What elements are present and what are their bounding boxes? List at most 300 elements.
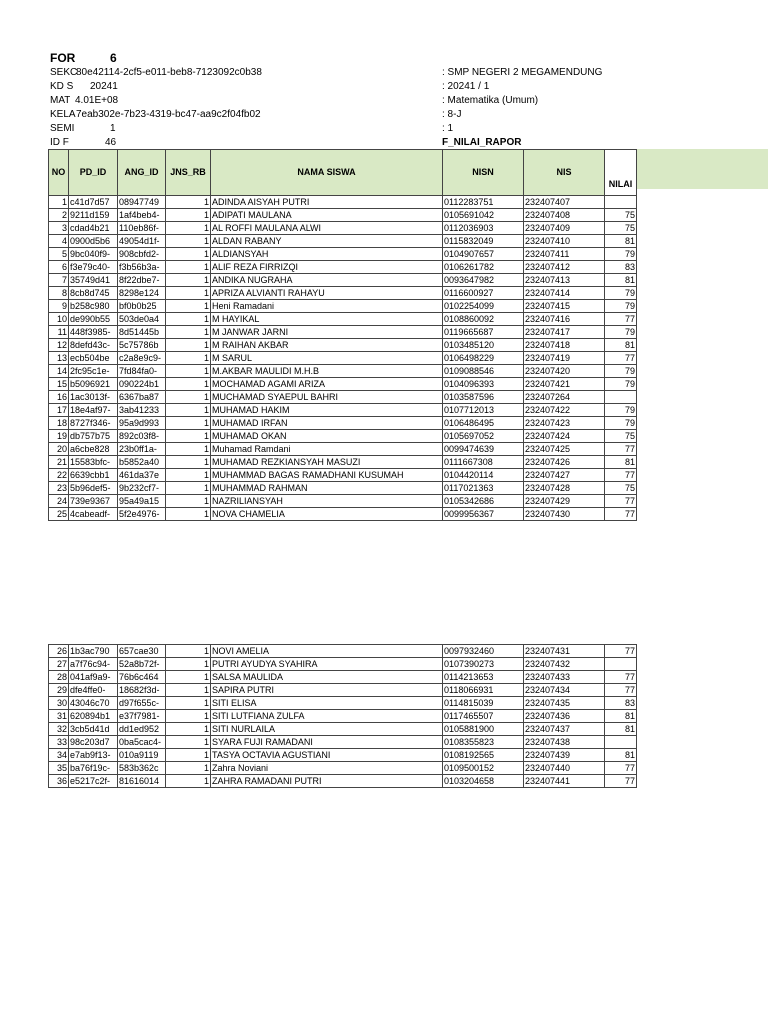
cell-no: 9 <box>49 300 69 313</box>
cell-no: 5 <box>49 248 69 261</box>
form-title-value: 6 <box>110 51 117 65</box>
cell-no: 21 <box>49 456 69 469</box>
cell-nilai: 75 <box>605 482 637 495</box>
table-row <box>49 482 637 495</box>
cell-pd-id: ecb504be <box>69 352 118 365</box>
table-row <box>49 196 637 209</box>
cell-nama: MOCHAMAD AGAMI ARIZA <box>211 378 443 391</box>
table-row <box>49 495 637 508</box>
cell-nama: MUHAMAD REZKIANSYAH MASUZI <box>211 456 443 469</box>
cell-no: 34 <box>49 749 69 762</box>
cell-nilai: 77 <box>605 762 637 775</box>
cell-nisn: 0111667308 <box>443 456 524 469</box>
cell-nisn: 0102254099 <box>443 300 524 313</box>
cell-nilai: 83 <box>605 697 637 710</box>
table-row <box>49 209 637 222</box>
cell-ang-id: 657cae30 <box>118 645 166 658</box>
cell-nisn: 0109088546 <box>443 365 524 378</box>
cell-nama: M SARUL <box>211 352 443 365</box>
table-row <box>49 391 637 404</box>
cell-nis: 232407407 <box>524 196 605 209</box>
cell-nilai <box>605 196 637 209</box>
cell-no: 12 <box>49 339 69 352</box>
cell-nis: 232407441 <box>524 775 605 788</box>
cell-jns-rb: 1 <box>166 209 211 222</box>
cell-nis: 232407438 <box>524 736 605 749</box>
meta-key: KELA <box>50 109 76 120</box>
cell-no: 20 <box>49 443 69 456</box>
form-title-key: FOR <box>50 51 76 65</box>
cell-no: 23 <box>49 482 69 495</box>
cell-nama: Muhamad Ramdani <box>211 443 443 456</box>
cell-jns-rb: 1 <box>166 456 211 469</box>
cell-nilai: 81 <box>605 456 637 469</box>
cell-jns-rb: 1 <box>166 326 211 339</box>
cell-no: 1 <box>49 196 69 209</box>
cell-ang-id: d97f655c- <box>118 697 166 710</box>
cell-jns-rb: 1 <box>166 391 211 404</box>
meta-rows <box>50 66 768 150</box>
cell-nisn: 0108192565 <box>443 749 524 762</box>
cell-nama: TASYA OCTAVIA AGUSTIANI <box>211 749 443 762</box>
cell-nis: 232407433 <box>524 671 605 684</box>
cell-ang-id: 49054d1f- <box>118 235 166 248</box>
cell-nama: ANDIKA NUGRAHA <box>211 274 443 287</box>
cell-nisn: 0093647982 <box>443 274 524 287</box>
col-no-header: NO <box>49 150 69 196</box>
cell-pd-id: 9211d159 <box>69 209 118 222</box>
table-row <box>49 671 637 684</box>
cell-ang-id: 1af4beb4- <box>118 209 166 222</box>
cell-nama: Zahra Noviani <box>211 762 443 775</box>
table-row <box>49 469 637 482</box>
table-row <box>49 736 637 749</box>
cell-nilai <box>605 736 637 749</box>
cell-pd-id: 1b3ac790 <box>69 645 118 658</box>
cell-nisn: 0105342686 <box>443 495 524 508</box>
cell-nis: 232407424 <box>524 430 605 443</box>
cell-nis: 232407430 <box>524 508 605 521</box>
meta-row <box>50 66 768 80</box>
cell-nama: M RAIHAN AKBAR <box>211 339 443 352</box>
meta-row <box>50 80 768 94</box>
cell-nis: 232407422 <box>524 404 605 417</box>
cell-ang-id: 18682f3d- <box>118 684 166 697</box>
cell-pd-id: 15583bfc- <box>69 456 118 469</box>
cell-pd-id: de990b55 <box>69 313 118 326</box>
meta-value: 4.01E+08 <box>75 95 119 106</box>
cell-jns-rb: 1 <box>166 430 211 443</box>
cell-nis: 232407414 <box>524 287 605 300</box>
cell-nilai: 83 <box>605 261 637 274</box>
cell-ang-id: c2a8e9c9- <box>118 352 166 365</box>
cell-ang-id: 110eb86f- <box>118 222 166 235</box>
cell-nis: 232407411 <box>524 248 605 261</box>
cell-jns-rb: 1 <box>166 261 211 274</box>
cell-nis: 232407408 <box>524 209 605 222</box>
cell-nis: 232407419 <box>524 352 605 365</box>
cell-jns-rb: 1 <box>166 339 211 352</box>
cell-nis: 232407410 <box>524 235 605 248</box>
meta-key: MAT <box>50 95 71 106</box>
cell-no: 27 <box>49 658 69 671</box>
cell-no: 36 <box>49 775 69 788</box>
cell-ang-id: 23b0ff1a- <box>118 443 166 456</box>
cell-nisn: 0118066931 <box>443 684 524 697</box>
cell-nama: Heni Ramadani <box>211 300 443 313</box>
cell-ang-id: 5c75786b <box>118 339 166 352</box>
meta-row <box>50 108 768 122</box>
cell-nilai: 77 <box>605 443 637 456</box>
cell-nama: M.AKBAR MAULIDI M.H.B <box>211 365 443 378</box>
col-jns-rb-header: JNS_RB <box>166 150 211 196</box>
cell-nisn: 0112283751 <box>443 196 524 209</box>
col-nilai-header: NILAI <box>605 150 637 196</box>
cell-pd-id: 5b96def5- <box>69 482 118 495</box>
cell-nilai: 81 <box>605 339 637 352</box>
cell-ang-id: 583b362c <box>118 762 166 775</box>
form-title-row <box>50 50 768 66</box>
cell-pd-id: c41d7d57 <box>69 196 118 209</box>
cell-nama: APRIZA ALVIANTI RAHAYU <box>211 287 443 300</box>
cell-nilai: 81 <box>605 749 637 762</box>
col-pd-id-header: PD_ID <box>69 150 118 196</box>
cell-nama: SALSA MAULIDA <box>211 671 443 684</box>
cell-nis: 232407436 <box>524 710 605 723</box>
cell-nisn: 0103587596 <box>443 391 524 404</box>
cell-nis: 232407423 <box>524 417 605 430</box>
meta-row <box>50 94 768 108</box>
cell-nisn: 0109500152 <box>443 762 524 775</box>
cell-nilai: 75 <box>605 209 637 222</box>
cell-pd-id: 35749d41 <box>69 274 118 287</box>
meta-row <box>50 136 768 150</box>
meta-value: 80e42114-2cf5-e011-beb8-7123092c0b38 <box>76 67 262 78</box>
table-body-page-2 <box>49 645 637 788</box>
cell-ang-id: 95a49a15 <box>118 495 166 508</box>
cell-jns-rb: 1 <box>166 443 211 456</box>
cell-nisn: 0104907657 <box>443 248 524 261</box>
cell-nilai: 79 <box>605 404 637 417</box>
meta-right-value: : 8-J <box>442 109 462 120</box>
cell-jns-rb: 1 <box>166 482 211 495</box>
cell-no: 11 <box>49 326 69 339</box>
cell-nis: 232407437 <box>524 723 605 736</box>
cell-jns-rb: 1 <box>166 313 211 326</box>
cell-nama: SITI NURLAILA <box>211 723 443 736</box>
cell-pd-id: 98c203d7 <box>69 736 118 749</box>
table-row <box>49 762 637 775</box>
cell-no: 32 <box>49 723 69 736</box>
cell-no: 14 <box>49 365 69 378</box>
cell-pd-id: 18e4af97- <box>69 404 118 417</box>
cell-nis: 232407427 <box>524 469 605 482</box>
cell-nama: NOVI AMELIA <box>211 645 443 658</box>
meta-right-value: : 20241 / 1 <box>442 81 490 92</box>
cell-jns-rb: 1 <box>166 404 211 417</box>
cell-nilai: 81 <box>605 710 637 723</box>
cell-nis: 232407435 <box>524 697 605 710</box>
cell-nisn: 0099956367 <box>443 508 524 521</box>
cell-pd-id: 0900d5b6 <box>69 235 118 248</box>
cell-nama: NOVA CHAMELIA <box>211 508 443 521</box>
cell-nilai: 77 <box>605 671 637 684</box>
cell-pd-id: 041af9a9- <box>69 671 118 684</box>
cell-no: 8 <box>49 287 69 300</box>
cell-nama: AL ROFFI MAULANA ALWI <box>211 222 443 235</box>
cell-nilai: 77 <box>605 684 637 697</box>
table-row <box>49 300 637 313</box>
cell-ang-id: dd1ed952 <box>118 723 166 736</box>
cell-nisn: 0103204658 <box>443 775 524 788</box>
cell-nisn: 0107712013 <box>443 404 524 417</box>
cell-nisn: 0117465507 <box>443 710 524 723</box>
meta-right-value: : Matematika (Umum) <box>442 95 539 106</box>
cell-nama: ZAHRA RAMADANI PUTRI <box>211 775 443 788</box>
cell-jns-rb: 1 <box>166 469 211 482</box>
cell-nama: ALDAN RABANY <box>211 235 443 248</box>
cell-nilai: 81 <box>605 274 637 287</box>
cell-nama: SYARA FUJI RAMADANI <box>211 736 443 749</box>
cell-nilai: 75 <box>605 430 637 443</box>
cell-jns-rb: 1 <box>166 736 211 749</box>
cell-nis: 232407413 <box>524 274 605 287</box>
meta-value: 1 <box>110 123 116 134</box>
cell-nisn: 0099474639 <box>443 443 524 456</box>
cell-jns-rb: 1 <box>166 235 211 248</box>
cell-no: 35 <box>49 762 69 775</box>
cell-ang-id: 76b6c464 <box>118 671 166 684</box>
cell-pd-id: 4cabeadf- <box>69 508 118 521</box>
cell-jns-rb: 1 <box>166 749 211 762</box>
cell-no: 16 <box>49 391 69 404</box>
table-row <box>49 222 637 235</box>
cell-nisn: 0105697052 <box>443 430 524 443</box>
cell-nama: ALDIANSYAH <box>211 248 443 261</box>
cell-no: 33 <box>49 736 69 749</box>
cell-jns-rb: 1 <box>166 723 211 736</box>
table-row <box>49 274 637 287</box>
cell-no: 30 <box>49 697 69 710</box>
cell-ang-id: b5852a40 <box>118 456 166 469</box>
cell-nilai: 79 <box>605 378 637 391</box>
cell-jns-rb: 1 <box>166 697 211 710</box>
cell-nisn: 0106486495 <box>443 417 524 430</box>
cell-nilai: 79 <box>605 365 637 378</box>
cell-nis: 232407418 <box>524 339 605 352</box>
cell-jns-rb: 1 <box>166 658 211 671</box>
cell-nis: 232407417 <box>524 326 605 339</box>
cell-pd-id: 620894b1 <box>69 710 118 723</box>
cell-ang-id: 7fd84fa0- <box>118 365 166 378</box>
cell-jns-rb: 1 <box>166 645 211 658</box>
cell-no: 7 <box>49 274 69 287</box>
table-row <box>49 658 637 671</box>
cell-nis: 232407440 <box>524 762 605 775</box>
cell-nama: ADIPATI MAULANA <box>211 209 443 222</box>
cell-pd-id: 739e9367 <box>69 495 118 508</box>
cell-ang-id: 8d51445b <box>118 326 166 339</box>
cell-pd-id: cdad4b21 <box>69 222 118 235</box>
cell-nilai <box>605 391 637 404</box>
cell-nilai: 79 <box>605 417 637 430</box>
meta-key: ID F <box>50 137 69 148</box>
cell-nisn: 0106261782 <box>443 261 524 274</box>
cell-ang-id: e37f7981- <box>118 710 166 723</box>
cell-no: 3 <box>49 222 69 235</box>
cell-jns-rb: 1 <box>166 508 211 521</box>
cell-nilai: 77 <box>605 313 637 326</box>
table-row <box>49 417 637 430</box>
cell-no: 25 <box>49 508 69 521</box>
cell-ang-id: 908cbfd2- <box>118 248 166 261</box>
cell-pd-id: ba76f19c- <box>69 762 118 775</box>
table-row <box>49 235 637 248</box>
cell-jns-rb: 1 <box>166 775 211 788</box>
col-nama-header: NAMA SISWA <box>211 150 443 196</box>
table-row <box>49 313 637 326</box>
cell-nis: 232407434 <box>524 684 605 697</box>
cell-no: 28 <box>49 671 69 684</box>
cell-no: 18 <box>49 417 69 430</box>
cell-nisn: 0108860092 <box>443 313 524 326</box>
cell-nisn: 0104420114 <box>443 469 524 482</box>
cell-jns-rb: 1 <box>166 287 211 300</box>
cell-nilai: 75 <box>605 222 637 235</box>
table-row <box>49 684 637 697</box>
cell-pd-id: 9bc040f9- <box>69 248 118 261</box>
table-row <box>49 248 637 261</box>
table-row <box>49 443 637 456</box>
meta-right-value: F_NILAI_RAPOR <box>442 137 522 148</box>
table-row <box>49 710 637 723</box>
cell-ang-id: f3b56b3a- <box>118 261 166 274</box>
cell-nilai: 81 <box>605 235 637 248</box>
cell-nisn: 0106498229 <box>443 352 524 365</box>
cell-jns-rb: 1 <box>166 495 211 508</box>
cell-nisn: 0108355823 <box>443 736 524 749</box>
cell-ang-id: 8f22dbe7- <box>118 274 166 287</box>
cell-jns-rb: 1 <box>166 300 211 313</box>
cell-nisn: 0114213653 <box>443 671 524 684</box>
cell-pd-id: 8defd43c- <box>69 339 118 352</box>
header-fill-extension <box>637 149 768 189</box>
cell-jns-rb: 1 <box>166 671 211 684</box>
table-row <box>49 287 637 300</box>
table-row <box>49 723 637 736</box>
cell-nis: 232407431 <box>524 645 605 658</box>
table-row <box>49 352 637 365</box>
cell-nis: 232407412 <box>524 261 605 274</box>
cell-ang-id: 3ab41233 <box>118 404 166 417</box>
cell-nama: MUHAMAD OKAN <box>211 430 443 443</box>
cell-pd-id: 8727f346- <box>69 417 118 430</box>
table-row <box>49 261 637 274</box>
cell-nis: 232407432 <box>524 658 605 671</box>
table-row <box>49 365 637 378</box>
cell-nisn: 0115832049 <box>443 235 524 248</box>
cell-pd-id: 43046c70 <box>69 697 118 710</box>
cell-no: 22 <box>49 469 69 482</box>
cell-nis: 232407425 <box>524 443 605 456</box>
cell-nilai: 77 <box>605 645 637 658</box>
cell-nisn: 0105881900 <box>443 723 524 736</box>
cell-nis: 232407439 <box>524 749 605 762</box>
cell-nis: 232407426 <box>524 456 605 469</box>
cell-nama: M HAYIKAL <box>211 313 443 326</box>
cell-nama: ALIF REZA FIRRIZQI <box>211 261 443 274</box>
cell-ang-id: 8298e124 <box>118 287 166 300</box>
cell-nis: 232407416 <box>524 313 605 326</box>
cell-pd-id: a7f76c94- <box>69 658 118 671</box>
cell-nisn: 0119665687 <box>443 326 524 339</box>
grades-table-page-2 <box>48 644 637 788</box>
cell-jns-rb: 1 <box>166 352 211 365</box>
cell-ang-id: 6367ba87 <box>118 391 166 404</box>
cell-ang-id: 503de0a4 <box>118 313 166 326</box>
meta-right-value: : 1 <box>442 123 454 134</box>
cell-nisn: 0097932460 <box>443 645 524 658</box>
cell-no: 24 <box>49 495 69 508</box>
cell-nama: MUCHAMAD SYAEPUL BAHRI <box>211 391 443 404</box>
col-nisn-header: NISN <box>443 150 524 196</box>
meta-right-value: : SMP NEGERI 2 MEGAMENDUNG <box>442 67 603 78</box>
cell-jns-rb: 1 <box>166 710 211 723</box>
meta-key: SEKC <box>50 67 78 78</box>
cell-nilai <box>605 658 637 671</box>
cell-nama: M JANWAR JARNI <box>211 326 443 339</box>
cell-nilai: 79 <box>605 300 637 313</box>
table-row <box>49 697 637 710</box>
cell-nama: NAZRILIANSYAH <box>211 495 443 508</box>
cell-jns-rb: 1 <box>166 365 211 378</box>
cell-ang-id: 9b232cf7- <box>118 482 166 495</box>
cell-nama: ADINDA AISYAH PUTRI <box>211 196 443 209</box>
cell-nis: 232407409 <box>524 222 605 235</box>
cell-pd-id: b258c980 <box>69 300 118 313</box>
cell-jns-rb: 1 <box>166 762 211 775</box>
cell-no: 4 <box>49 235 69 248</box>
col-ang-id-header: ANG_ID <box>118 150 166 196</box>
cell-pd-id: 2fc95c1e- <box>69 365 118 378</box>
cell-pd-id: b5096921 <box>69 378 118 391</box>
cell-pd-id: 1ac3013f- <box>69 391 118 404</box>
cell-nisn: 0114815039 <box>443 697 524 710</box>
cell-pd-id: a6cbe828 <box>69 443 118 456</box>
cell-pd-id: db757b75 <box>69 430 118 443</box>
cell-nisn: 0112036903 <box>443 222 524 235</box>
meta-key: SEMI <box>50 123 75 134</box>
meta-value: 46 <box>105 137 117 148</box>
cell-nilai: 79 <box>605 326 637 339</box>
cell-no: 6 <box>49 261 69 274</box>
cell-nilai: 77 <box>605 508 637 521</box>
cell-no: 13 <box>49 352 69 365</box>
cell-nama: MUHAMAD IRFAN <box>211 417 443 430</box>
cell-jns-rb: 1 <box>166 417 211 430</box>
grades-table-page-1 <box>48 149 637 521</box>
table-row <box>49 749 637 762</box>
cell-no: 29 <box>49 684 69 697</box>
meta-row <box>50 122 768 136</box>
cell-nis: 232407421 <box>524 378 605 391</box>
cell-nilai: 77 <box>605 352 637 365</box>
cell-nis: 232407420 <box>524 365 605 378</box>
cell-nilai: 77 <box>605 495 637 508</box>
cell-nisn: 0107390273 <box>443 658 524 671</box>
cell-nisn: 0105691042 <box>443 209 524 222</box>
cell-pd-id: f3e79c40- <box>69 261 118 274</box>
